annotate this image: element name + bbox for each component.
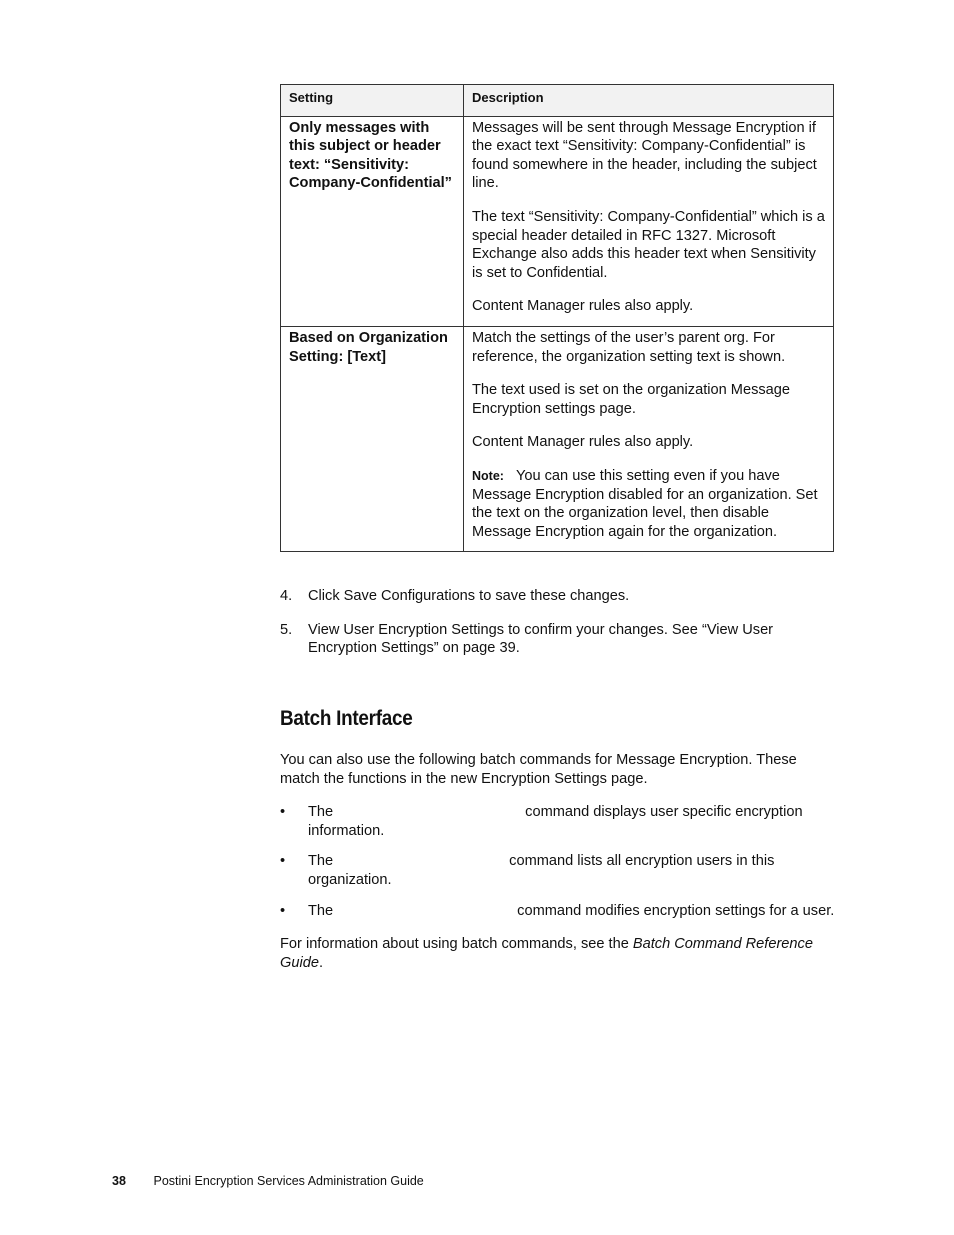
- bullet-marker: •: [280, 902, 286, 919]
- bullet-marker: •: [280, 853, 286, 870]
- note-text: You can use this setting even if you have Message Encryption disabled for an organization. Set the text on the organization level, then disable Message Encryption again for the organization.: [472, 467, 818, 540]
- description-cell: [464, 116, 834, 326]
- description-paragraph: The text “Sensitivity: Company-Confidential” which is a special header detailed in RFC 1327. Microsoft Exchange also adds this header text when Sensitivity is set to Confidential.: [472, 208, 825, 281]
- table-row: [281, 116, 834, 326]
- outro-text: For information about using batch commands, see the: [280, 936, 633, 953]
- table-header-row: [281, 85, 834, 117]
- section-heading: Batch Interface: [280, 707, 413, 730]
- setting-cell: Based on Organization Setting: [Text]: [281, 326, 464, 551]
- note-label: Note:: [472, 468, 504, 483]
- page-number: 38: [112, 1174, 126, 1188]
- footer-title: Postini Encryption Services Administration Guide: [153, 1174, 424, 1188]
- note: [472, 467, 825, 541]
- table-row: [281, 326, 834, 551]
- description-cell: [464, 326, 834, 551]
- description-paragraph: Content Manager rules also apply.: [472, 298, 694, 315]
- settings-table: [280, 84, 834, 552]
- description-paragraph: Content Manager rules also apply.: [472, 434, 694, 451]
- bullet-text: command displays user specific encryption information.: [308, 804, 803, 839]
- list-item: [280, 852, 836, 889]
- outro-paragraph: [280, 935, 836, 972]
- steps-list: [280, 587, 834, 673]
- step-item: [280, 587, 834, 606]
- list-item: [280, 902, 836, 921]
- header-description: Description: [464, 85, 834, 117]
- section-body: [280, 751, 836, 987]
- step-number: 4.: [280, 588, 293, 604]
- step-text: Click Save Configurations to save these changes.: [308, 588, 630, 604]
- step-number: 5.: [280, 621, 293, 638]
- intro-paragraph: You can also use the following batch commands for Message Encryption. These match the functions in the new Encryption Settings page.: [280, 752, 797, 787]
- bullet-text: command modifies encryption settings for a user.: [517, 902, 835, 919]
- bullet-lead: The: [308, 902, 334, 919]
- bullet-text: command lists all encryption users in this organization.: [308, 853, 775, 888]
- bullet-lead: The: [308, 853, 334, 870]
- description-paragraph: Match the settings of the user’s parent org. For reference, the organization setting text is shown.: [472, 329, 786, 365]
- bullet-marker: •: [280, 804, 286, 821]
- setting-cell: Only messages with this subject or header text: “Sensitivity: Company-Confidential”: [281, 116, 464, 326]
- page-footer: [112, 1174, 424, 1188]
- outro-end: .: [318, 954, 324, 971]
- bullet-lead: The: [308, 804, 334, 821]
- description-paragraph: The text used is set on the organization Message Encryption settings page.: [472, 382, 791, 417]
- header-setting: Setting: [281, 85, 464, 117]
- list-item: [280, 803, 836, 840]
- step-text: View User Encryption Settings to confirm your changes. See “View User Encryption Settings” on page 39.: [308, 621, 774, 657]
- description-paragraph: Messages will be sent through Message Encryption if the exact text “Sensitivity: Company-Confidential” is found somewhere in the header, including the subject line.: [472, 119, 817, 192]
- reference-guide-title: Batch Command Reference Guide: [280, 936, 813, 971]
- command-list: [280, 803, 836, 920]
- step-item: [280, 621, 834, 658]
